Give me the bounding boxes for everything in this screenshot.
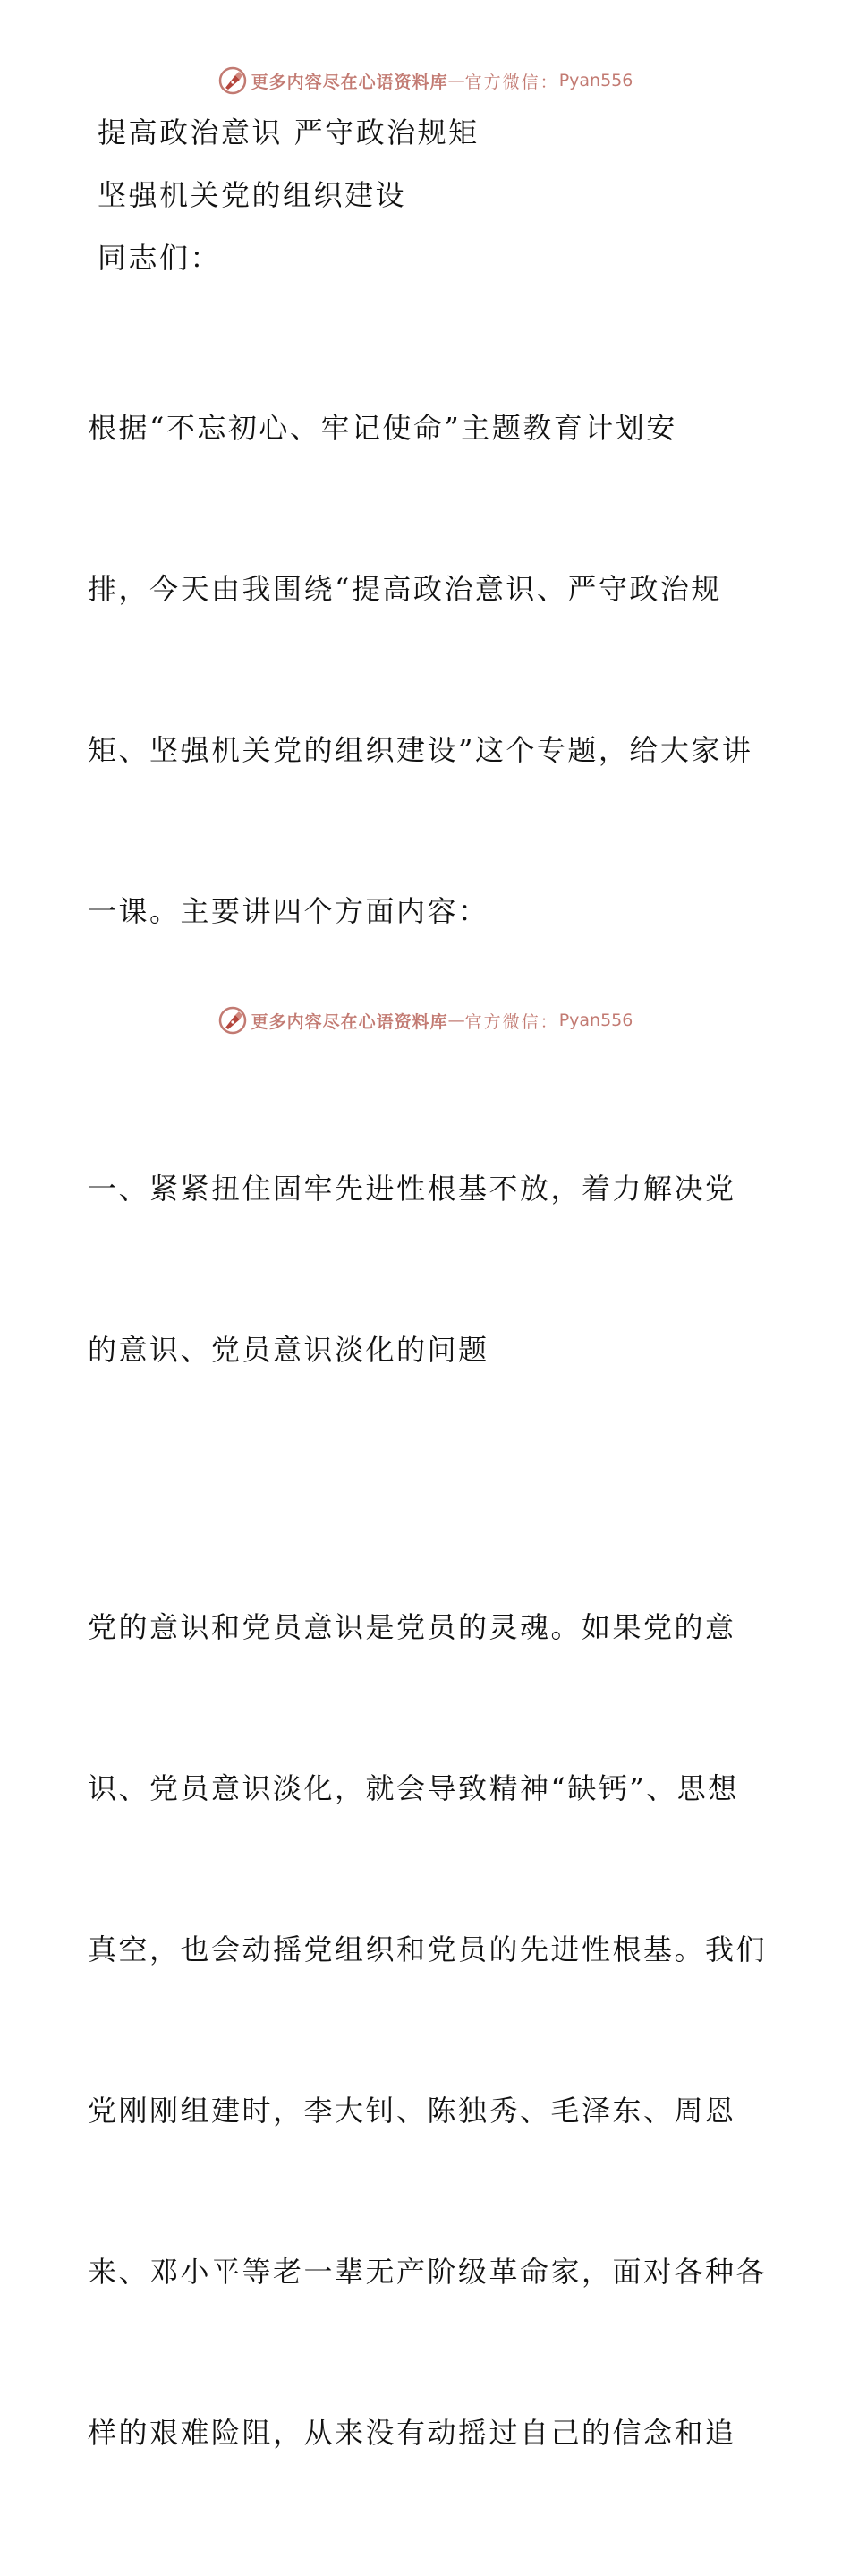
header-banner xyxy=(0,63,850,98)
document-title-line2: 坚强机关党的组织建设 xyxy=(98,178,407,212)
paragraph-body xyxy=(88,1493,768,2567)
paragraph-line: 真空，也会动摇党组织和党员的先进性根基。我们 xyxy=(88,1932,768,1966)
document-title-line1: 提高政治意识 严守政治规矩 xyxy=(98,115,480,149)
pen-nib-logo-icon xyxy=(217,1005,248,1036)
paragraph-line: 根据“不忘初心、牢记使命”主题教育计划安 xyxy=(88,411,677,445)
paragraph-line: 识、党员意识淡化，就会导致精神“缺钙”、思想 xyxy=(88,1771,739,1805)
banner-official-label: 官方微信： xyxy=(464,72,559,92)
banner-dash: — xyxy=(447,1011,465,1030)
paragraph-line: 党的意识和党员意识是党员的灵魂。如果党的意 xyxy=(88,1610,736,1644)
paragraph-line: 一课。主要讲四个方面内容： xyxy=(88,894,489,928)
paragraph-line: 的意识、党员意识淡化的问题 xyxy=(88,1333,489,1367)
paragraph-line: 党刚刚组建时，李大钊、陈独秀、毛泽东、周恩 xyxy=(88,2094,736,2128)
paragraph-line: 样的艰难险阻，从来没有动摇过自己的信念和追 xyxy=(88,2416,736,2450)
paragraph-line: 排，今天由我围绕“提高政治意识、严守政治规 xyxy=(88,572,722,606)
paragraph-line: 一、紧紧扭住固牢先进性根基不放，着力解决党 xyxy=(88,1172,736,1206)
banner-brand-text: 更多内容尽在心语资料库 xyxy=(251,72,448,92)
banner-dash: — xyxy=(447,71,465,90)
pen-nib-logo-icon xyxy=(217,65,248,96)
banner-brand-text: 更多内容尽在心语资料库 xyxy=(251,1011,448,1032)
paragraph-line: 来、邓小平等老一辈无产阶级革命家，面对各种各 xyxy=(88,2255,768,2289)
paragraph-intro xyxy=(88,294,768,1045)
document-body xyxy=(88,106,768,2576)
section-heading-1 xyxy=(88,1054,768,1484)
paragraph-line: 矩、坚强机关党的组织建设”这个专题，给大家讲 xyxy=(88,733,753,767)
document-salutation: 同志们： xyxy=(98,241,222,275)
banner-wechat-id: Pyan556 xyxy=(558,1011,633,1030)
banner-wechat-id: Pyan556 xyxy=(558,71,633,90)
footer-banner xyxy=(0,1002,850,1038)
banner-official-label: 官方微信： xyxy=(464,1011,559,1032)
